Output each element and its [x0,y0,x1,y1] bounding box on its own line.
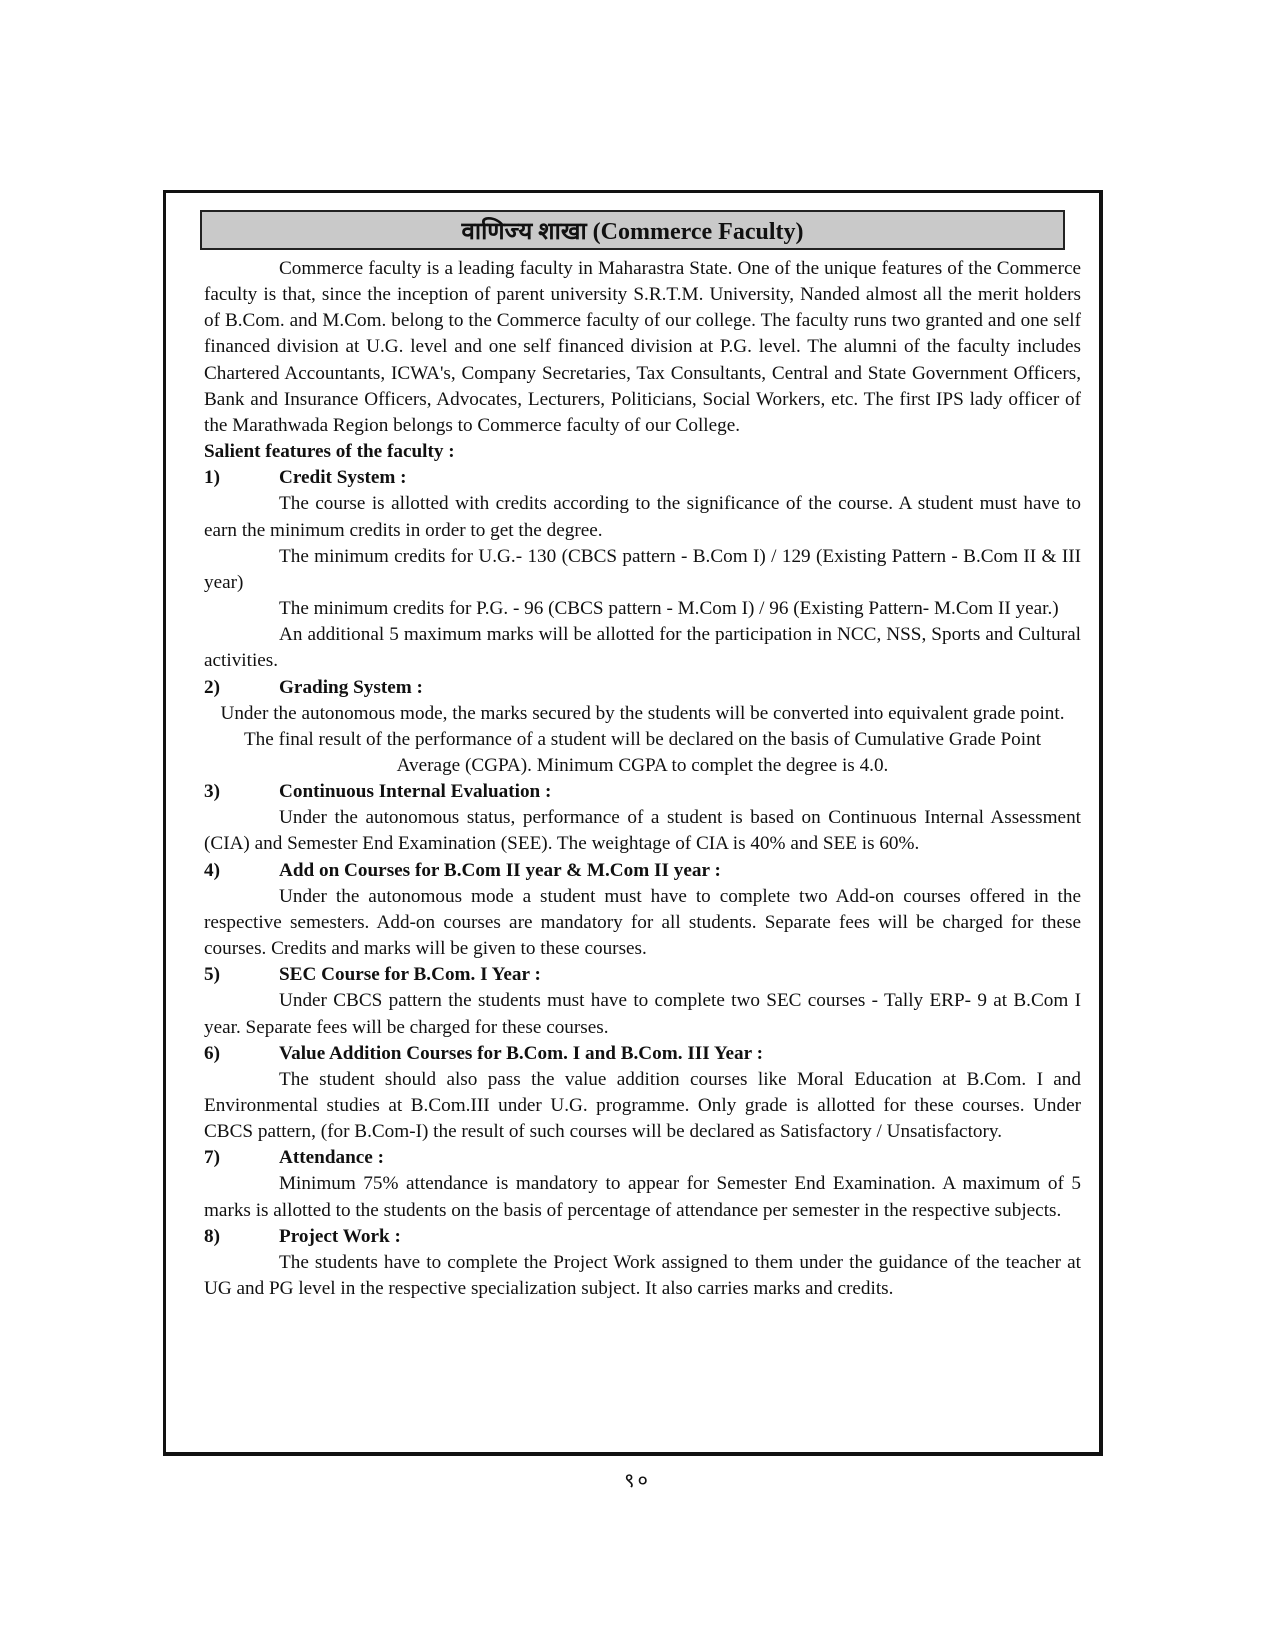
section-heading [204,675,1081,701]
section-number: 3) [204,781,220,803]
page-frame [163,190,1103,1456]
section-title: Add on Courses for B.Com II year & M.Com II year : [279,859,721,881]
section-title: Attendance : [279,1147,384,1169]
section-number: 8) [204,1225,220,1247]
section-paragraph: The student should also pass the value addition courses like Moral Education at B.Com. I and Environmental studies at B.Com.III under U.G. programme. Only grade is allotted for these courses. Under CBCS pattern, (for B.Com-I) the result of such courses will be declared as Satisfactory / Unsatisfactory. [204,1068,1081,1143]
section-paragraph: The minimum credits for P.G. - 96 (CBCS pattern - M.Com I) / 96 (Existing Pattern- M.Com II year.) [279,598,1059,620]
salient-heading: Salient features of the faculty : [204,441,455,463]
section-heading [204,1145,1081,1171]
section-paragraph: Under the autonomous mode, the marks secured by the students will be converted into equivalent grade point. The final result of the performance of a student will be declared on the basis of Cumulative Grade Point Average (CGPA). Minimum CGPA to complet the degree is 4.0. [220,702,1065,776]
section-title: Grading System : [279,676,423,698]
section-title: Value Addition Courses for B.Com. I and B.Com. III Year : [279,1042,764,1064]
section-heading [204,858,1081,884]
section-heading [204,962,1081,988]
intro-paragraph: Commerce faculty is a leading faculty in Maharastra State. One of the unique features of the Commerce faculty is that, since the inception of parent university S.R.T.M. University, Nanded almost all the merit holders of B.Com. and M.Com. belong to the Commerce faculty of our college. The faculty runs two granted and one self financed division at U.G. level and one self financed division at P.G. level. The alumni of the faculty includes Chartered Accountants, ICWA's, Company Secretaries, Tax Consultants, Central and State Government Officers, Bank and Insurance Officers, Advocates, Lecturers, Politicians, Social Workers, etc. The first IPS lady officer of the Marathwada Region belongs to Commerce faculty of our College. [204,258,1081,436]
section-number: 2) [204,676,220,698]
section-number: 1) [204,467,220,489]
section-paragraph: An additional 5 maximum marks will be allotted for the participation in NCC, NSS, Sports and Cultural activities. [204,624,1081,672]
section-number: 6) [204,1042,220,1064]
section-paragraph: Under CBCS pattern the students must have to complete two SEC courses - Tally ERP- 9 at B.Com I year. Separate fees will be charged for these courses. [204,990,1081,1038]
section-heading [204,465,1081,491]
section-heading [204,1041,1081,1067]
section-title: Project Work : [279,1225,401,1247]
section-number: 7) [204,1147,220,1169]
section-title: Credit System : [279,467,407,489]
document-body [204,256,1081,1302]
page-title: वाणिज्य शाखा (Commerce Faculty) [200,210,1065,250]
section-paragraph: The course is allotted with credits according to the significance of the course. A student must have to earn the minimum credits in order to get the degree. [204,493,1081,541]
section-title: SEC Course for B.Com. I Year : [279,964,541,986]
section-title: Continuous Internal Evaluation : [279,781,552,803]
section-paragraph: The students have to complete the Project Work assigned to them under the guidance of the teacher at UG and PG level in the respective specialization subject. It also carries marks and credits. [204,1251,1081,1300]
section-number: 5) [204,964,220,986]
section-paragraph: Under the autonomous status, performance of a student is based on Continuous Internal Assessment (CIA) and Semester End Examination (SEE). The weightage of CIA is 40% and SEE is 60%. [204,807,1081,855]
section-heading [204,779,1081,805]
section-heading [204,1224,1081,1250]
section-number: 4) [204,859,220,881]
section-paragraph: Minimum 75% attendance is mandatory to appear for Semester End Examination. A maximum of 5 marks is allotted to the students on the basis of percentage of attendance per semester in the respective subjects. [204,1173,1081,1221]
section-paragraph: The minimum credits for U.G.- 130 (CBCS pattern - B.Com I) / 129 (Existing Pattern - B.Com II & III year) [204,545,1081,593]
section-paragraph: Under the autonomous mode a student must have to complete two Add-on courses offered in the respective semesters. Add-on courses are mandatory for all students. Separate fees will be charged for these courses. Credits and marks will be given to these courses. [204,885,1081,960]
page-number: ९० [624,1470,651,1492]
